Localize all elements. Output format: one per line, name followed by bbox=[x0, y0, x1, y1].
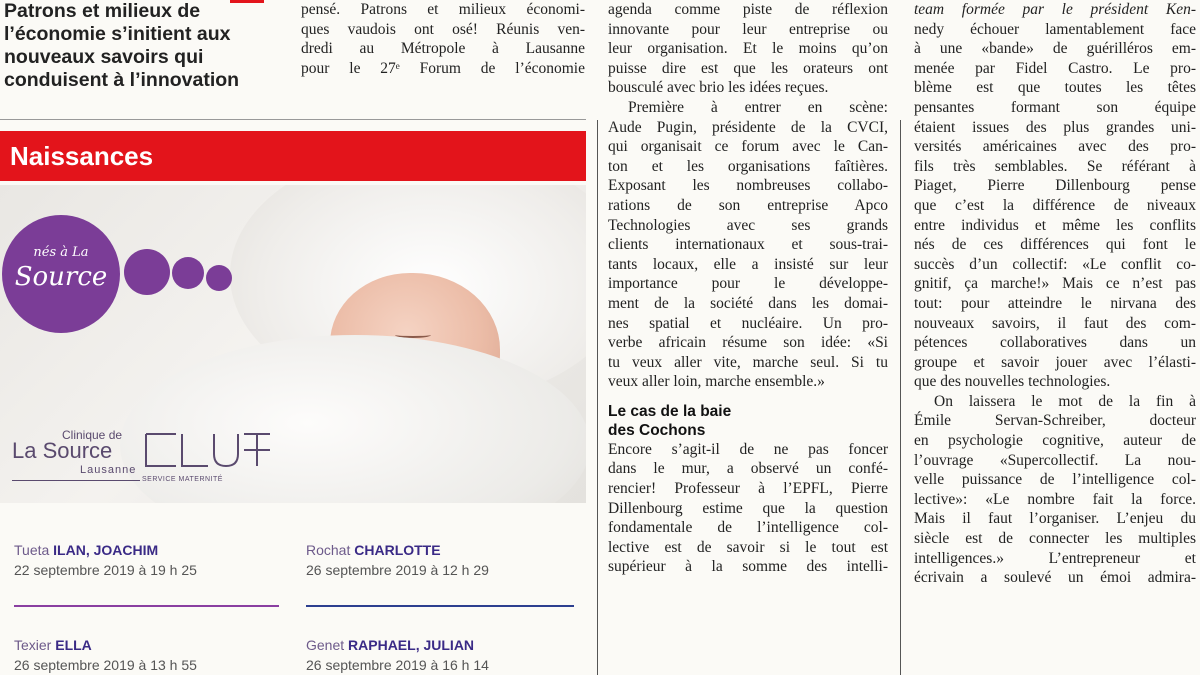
text-line: Aude Pugin, présidente de la CVCI, bbox=[608, 118, 888, 136]
text-line: ques vaudois ont osé! Réunis ven- bbox=[301, 20, 585, 38]
birth-entry bbox=[306, 540, 489, 580]
text-line: dredi au Métropole à Lausanne bbox=[301, 40, 585, 58]
birth-family: Texier bbox=[14, 637, 56, 653]
logo-underline bbox=[12, 480, 140, 481]
text-line: en psychologie cognitive, auteur de bbox=[914, 432, 1196, 450]
text-line: Première à entrer en scène: bbox=[628, 98, 888, 116]
lead-column bbox=[301, 0, 585, 78]
text-line: que c’est la différence de niveaux bbox=[914, 196, 1196, 214]
column-rule bbox=[597, 120, 598, 675]
text-line: tu veux aller vite, marche seul. Si tu bbox=[608, 353, 888, 371]
text-line: Piaget, Pierre Dillenbourg pense bbox=[914, 177, 1196, 195]
text-line: qui organisait ce forum avec le Can- bbox=[608, 138, 888, 156]
text-line: velle puissance de l’intelligence col- bbox=[914, 471, 1196, 489]
text-line: Mais il faut l’organiser. L’enjeu du bbox=[914, 510, 1196, 528]
text-line: l’ouvrage «Supercollectif. La nou- bbox=[914, 451, 1196, 469]
text-line: supérieur à la somme des intelli- bbox=[608, 558, 888, 576]
article-headline bbox=[4, 0, 294, 92]
birth-date: 26 septembre 2019 à 13 h 55 bbox=[14, 657, 197, 673]
birth-date: 22 septembre 2019 à 19 h 25 bbox=[14, 562, 197, 578]
text-line: innovante pour leur entreprise ou bbox=[608, 20, 888, 38]
birth-entry bbox=[14, 540, 197, 580]
text-line: nes spatial et nucléaire. Un pro- bbox=[608, 314, 888, 332]
text-line: tants locaux, elle a insisté sur leur bbox=[608, 255, 888, 273]
text-line: puisse dire est que les orateurs ont bbox=[608, 59, 888, 77]
text-line: ton et les organisations faîtières. bbox=[608, 157, 888, 175]
text-line: siècle est de connecter les multiples bbox=[914, 530, 1196, 548]
text-line: Exposant les nombreuses collabo- bbox=[608, 177, 888, 195]
text-line: entre individus et même les conflits bbox=[914, 216, 1196, 234]
text-line: veux aller loin, marche ensemble.» bbox=[608, 373, 825, 391]
birth-first-names: ELLA bbox=[55, 637, 92, 653]
headline-line: Patrons et milieux de bbox=[4, 0, 201, 22]
text-line: team formée par le président Ken- bbox=[914, 1, 1196, 18]
text-line: Émile Servan-Schreiber, docteur bbox=[914, 412, 1196, 430]
birth-first-names: ILAN, JOACHIM bbox=[53, 542, 159, 558]
badge-top-text: nés à La bbox=[33, 245, 89, 260]
birth-first-names: CHARLOTTE bbox=[354, 542, 441, 558]
birth-family: Rochat bbox=[306, 542, 355, 558]
logo-city-text: Lausanne bbox=[80, 464, 137, 476]
nes-a-la-source-badge bbox=[2, 215, 120, 333]
article-column-4 bbox=[914, 0, 1196, 588]
text-line: groupe et savoir jouer avec l’élasti- bbox=[914, 353, 1196, 371]
decor-bubble bbox=[172, 257, 204, 289]
logo-clinique-text: Clinique de bbox=[62, 428, 123, 442]
text-line: étaient issues des plus grandes uni- bbox=[914, 118, 1196, 136]
headline-line: l’économie s’initient aux bbox=[4, 23, 231, 45]
text-line: pour le 27ᵉ Forum de l’économie bbox=[301, 59, 585, 77]
text-line: menée par Fidel Castro. Le pro- bbox=[914, 59, 1196, 77]
birth-divider bbox=[306, 605, 574, 607]
section-divider bbox=[0, 119, 586, 120]
logo-name-text: La Source bbox=[12, 438, 113, 463]
clinique-logo bbox=[12, 428, 274, 492]
text-line: fondamentale de l’intelligence col- bbox=[608, 519, 888, 537]
badge-bottom-text: Source bbox=[14, 262, 108, 292]
decor-bubble bbox=[206, 265, 232, 291]
text-line: nés de ces différences qui font le bbox=[914, 236, 1196, 254]
text-line: Encore s’agit-il de ne pas foncer bbox=[608, 440, 888, 458]
logo-mark-icon bbox=[142, 428, 272, 472]
headline-line: conduisent à l’innovation bbox=[4, 69, 240, 91]
text-line: que des nouvelles technologies. bbox=[914, 373, 1111, 391]
decor-bubble bbox=[124, 249, 170, 295]
text-line: lective»: «Le nombre fait la force. bbox=[914, 490, 1196, 508]
headline-line: nouveaux savoirs qui bbox=[4, 46, 204, 68]
text-line: leur organisation. Et le moins qu’on bbox=[608, 40, 888, 58]
birth-date: 26 septembre 2019 à 16 h 14 bbox=[306, 657, 489, 673]
text-line: verbe africain résume son idée: «Si bbox=[608, 334, 888, 352]
text-line: blème est que toutes les têtes bbox=[914, 79, 1196, 97]
text-line: à une «bande» de guérilléros em- bbox=[914, 40, 1196, 58]
text-line: tout: pour atteindre le nirvana des bbox=[914, 294, 1196, 312]
text-line: fils très semblables. Se référant à bbox=[914, 157, 1196, 175]
text-line: ment de la société dans les domai- bbox=[608, 294, 888, 312]
article-column-3 bbox=[608, 0, 888, 577]
column-rule bbox=[900, 120, 901, 675]
logo-service-text: SERVICE MATERNITÉ bbox=[142, 476, 223, 483]
text-line: gnitif, ça marche!» Mais ce n’est pas bbox=[914, 275, 1196, 293]
subheading: Le cas de la baie bbox=[608, 402, 732, 420]
text-line: rencier! Professeur à l’EPFL, Pierre bbox=[608, 480, 888, 498]
birth-divider bbox=[14, 605, 279, 607]
text-line: agenda comme piste de réflexion bbox=[608, 1, 888, 18]
text-line: Technologies avec ses grands bbox=[608, 216, 888, 234]
subheading: des Cochons bbox=[608, 421, 706, 439]
text-line: écrivain a soulevé un émoi admira- bbox=[914, 569, 1196, 587]
text-line: clients internationaux et sous-trai- bbox=[608, 236, 888, 254]
birth-first-names: RAPHAEL, JULIAN bbox=[348, 637, 475, 653]
text-line: dans le mur, a observé un confé- bbox=[608, 460, 888, 478]
text-line: intelligences.» L’entrepreneur et bbox=[914, 549, 1196, 567]
birth-entry bbox=[14, 635, 197, 675]
text-line: On laissera le mot de la fin à bbox=[934, 392, 1196, 410]
text-line: bousculé avec brio les idées reçues. bbox=[608, 79, 829, 97]
text-line: rations de son entreprise Apco bbox=[608, 196, 888, 214]
birth-entry bbox=[306, 635, 489, 675]
text-line: pensé. Patrons et milieux économi- bbox=[301, 1, 585, 18]
text-line: nouveaux savoirs, il faut des com- bbox=[914, 314, 1196, 332]
baby-photo bbox=[0, 185, 586, 503]
birth-date: 26 septembre 2019 à 12 h 29 bbox=[306, 562, 489, 578]
text-line: pensantes formant son équipe bbox=[914, 98, 1196, 116]
text-line: lective est de savoir si le tout est bbox=[608, 538, 888, 556]
birth-family: Tueta bbox=[14, 542, 54, 558]
naissances-title: Naissances bbox=[0, 131, 586, 181]
birth-family: Genet bbox=[306, 637, 349, 653]
text-line: importance pour le développe- bbox=[608, 275, 888, 293]
text-line: pétences collaboratives dans un bbox=[914, 334, 1196, 352]
text-line: succès d’un collectif: «Le conflit co- bbox=[914, 255, 1196, 273]
text-line: Dillenbourg estime que la question bbox=[608, 499, 888, 517]
text-line: versités américaines avec des pro- bbox=[914, 138, 1196, 156]
text-line: nedy échouer lamentablement face bbox=[914, 20, 1196, 38]
